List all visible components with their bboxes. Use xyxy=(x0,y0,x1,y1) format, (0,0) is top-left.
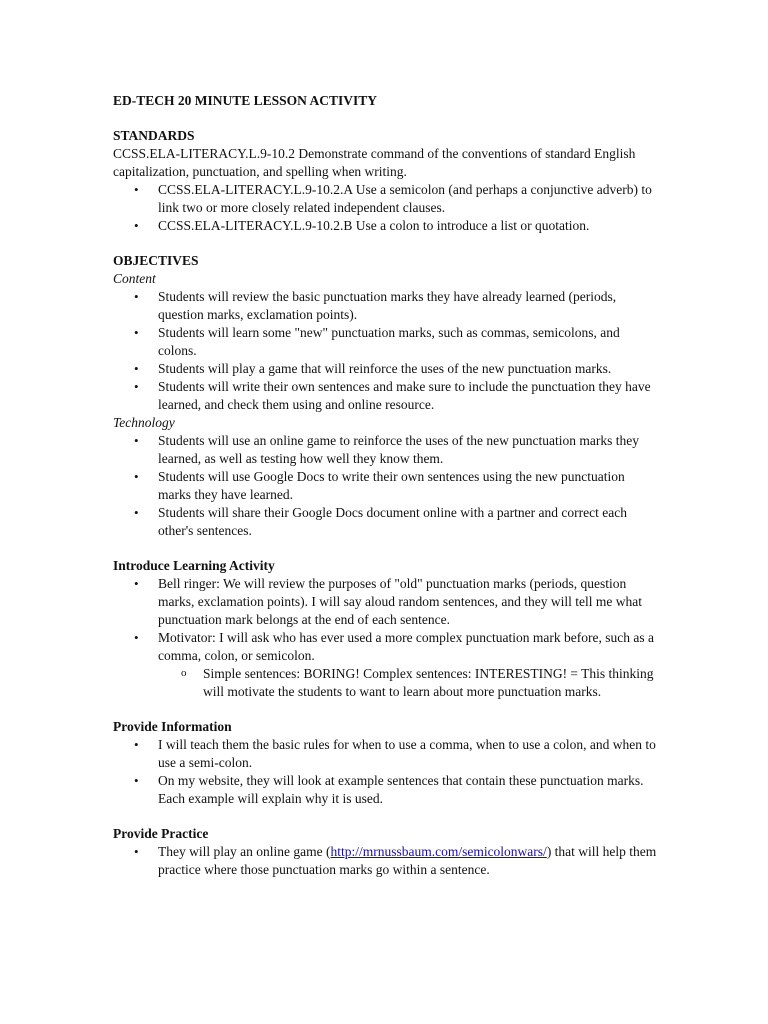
list-item xyxy=(113,843,658,879)
provide-practice-list xyxy=(113,843,658,879)
technology-objectives-list xyxy=(113,432,658,540)
provide-practice-heading: Provide Practice xyxy=(113,826,209,841)
list-item-text: Motivator: I will ask who has ever used a more complex punctuation mark before, such as a comma, colon, or semicolon. xyxy=(158,630,654,663)
list-item: • I will teach them the basic rules for when to use a comma, when to use a colon, and when to use a semi-colon. xyxy=(113,736,658,772)
list-item: • Students will share their Google Docs document online with a partner and correct each other's sentences. xyxy=(113,504,658,540)
list-item: • CCSS.ELA-LITERACY.L.9-10.2.A Use a semicolon (and perhaps a conjunctive adverb) to link two or more closely related independent clauses. xyxy=(113,181,658,217)
list-item: • Students will use an online game to reinforce the uses of the new punctuation marks they learned, as well as testing how well they know them. xyxy=(113,432,658,468)
page-title: ED-TECH 20 MINUTE LESSON ACTIVITY xyxy=(113,93,378,108)
sub-list-item: o Simple sentences: BORING! Complex sentences: INTERESTING! = This thinking will motivate the students to want to learn about more punctuation marks. xyxy=(158,665,658,701)
introduce-heading: Introduce Learning Activity xyxy=(113,558,275,573)
standards-heading: STANDARDS xyxy=(113,128,195,143)
list-item: • Students will play a game that will reinforce the uses of the new punctuation marks. xyxy=(113,360,658,378)
practice-text-before: They will play an online game ( xyxy=(158,844,331,859)
provide-information-list xyxy=(113,736,658,808)
list-item xyxy=(113,629,658,701)
content-objectives-list xyxy=(113,288,658,414)
technology-label: Technology xyxy=(113,415,175,430)
list-item: • Bell ringer: We will review the purposes of "old" punctuation marks (periods, question marks, exclamation points). I will say aloud random sentences, and they will tell me what punctuation mark belongs at the end of each sentence. xyxy=(113,575,658,629)
semicolon-wars-link[interactable]: http://mrnussbaum.com/semicolonwars/ xyxy=(330,844,547,859)
standards-list xyxy=(113,181,658,235)
introduce-sub-list xyxy=(158,665,658,701)
list-item: • CCSS.ELA-LITERACY.L.9-10.2.B Use a colon to introduce a list or quotation. xyxy=(113,217,658,235)
list-item: • Students will review the basic punctuation marks they have already learned (periods, question marks, exclamation points). xyxy=(113,288,658,324)
list-item: • Students will use Google Docs to write their own sentences using the new punctuation marks they have learned. xyxy=(113,468,658,504)
content-label: Content xyxy=(113,271,156,286)
document-page xyxy=(113,92,658,879)
objectives-heading: OBJECTIVES xyxy=(113,253,199,268)
list-item: • On my website, they will look at example sentences that contain these punctuation marks. Each example will explain why it is used. xyxy=(113,772,658,808)
list-item: • Students will learn some "new" punctuation marks, such as commas, semicolons, and colons. xyxy=(113,324,658,360)
list-item: • Students will write their own sentences and make sure to include the punctuation they have learned, and check them using and online resource. xyxy=(113,378,658,414)
provide-information-heading: Provide Information xyxy=(113,719,232,734)
practice-text-after: ) that will help them practice where those punctuation marks go within a sentence. xyxy=(158,844,657,877)
standards-intro: CCSS.ELA-LITERACY.L.9-10.2 Demonstrate command of the conventions of standard English capitalization, punctuation, and spelling when writing. xyxy=(113,146,636,179)
introduce-list xyxy=(113,575,658,701)
